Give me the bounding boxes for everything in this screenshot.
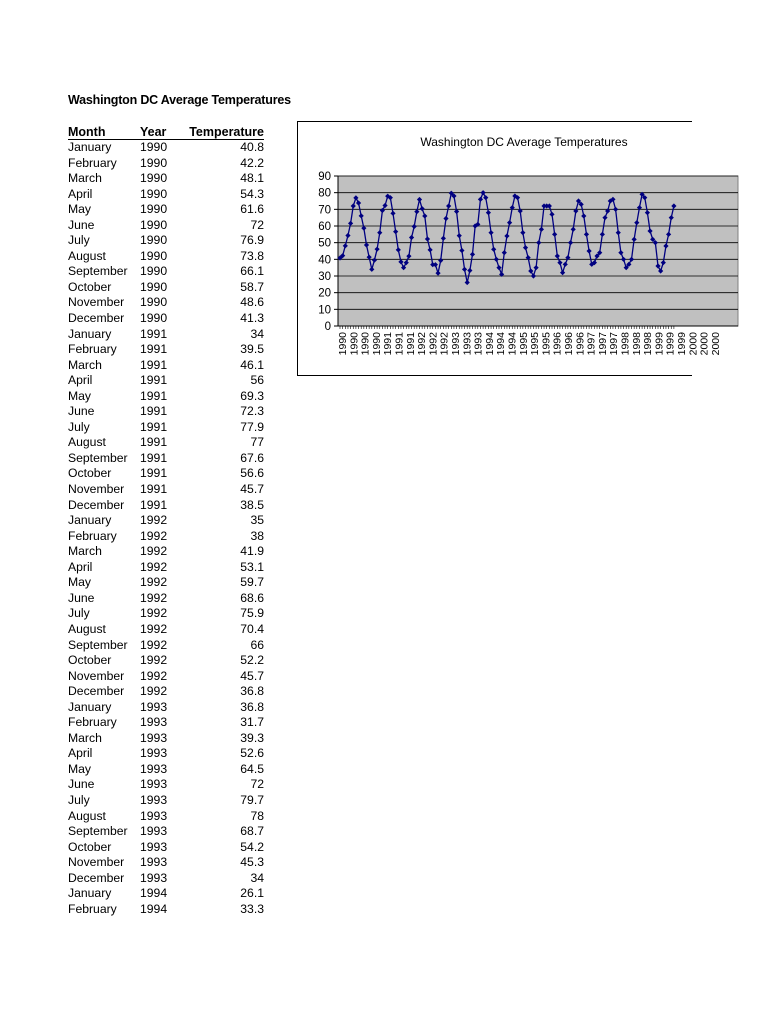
y-tick-label: 0 [324, 321, 331, 333]
x-tick-label: 1999 [676, 332, 688, 356]
cell-month: April [68, 746, 93, 761]
y-tick-label: 50 [318, 237, 331, 250]
cell-year: 1994 [140, 901, 168, 916]
table-row [68, 513, 264, 529]
cell-year: 1991 [140, 342, 168, 357]
cell-temperature: 38.5 [240, 497, 264, 512]
x-tick-label: 1990 [370, 332, 383, 356]
cell-temperature: 31.7 [240, 715, 264, 730]
cell-year: 1992 [140, 528, 168, 543]
table-row [68, 886, 264, 902]
cell-temperature: 68.6 [240, 590, 264, 605]
cell-temperature: 34 [250, 870, 264, 885]
cell-month: October [68, 466, 112, 481]
cell-month: August [68, 621, 106, 636]
cell-month: May [68, 575, 92, 590]
cell-month: August [68, 435, 106, 450]
cell-year: 1990 [140, 202, 168, 217]
cell-month: July [68, 233, 90, 248]
cell-year: 1990 [140, 217, 168, 232]
x-tick-label: 1997 [608, 332, 621, 356]
cell-temperature: 73.8 [240, 248, 264, 263]
cell-year: 1993 [140, 870, 168, 885]
cell-temperature: 45.7 [240, 482, 264, 497]
cell-temperature: 59.7 [240, 575, 264, 590]
cell-year: 1990 [140, 155, 168, 170]
cell-month: September [68, 637, 128, 652]
cell-month: March [68, 544, 102, 559]
table-row [68, 140, 264, 156]
x-tick-label: 1995 [529, 332, 542, 356]
cell-month: November [68, 482, 125, 497]
cell-month: March [68, 171, 102, 186]
cell-year: 1992 [140, 637, 168, 652]
chart-title: Washington DC Average Temperatures [420, 135, 628, 149]
cell-year: 1991 [140, 388, 168, 403]
x-tick-label: 1994 [483, 332, 496, 356]
cell-temperature: 72 [250, 217, 264, 232]
table-row [68, 871, 264, 887]
table-row [68, 824, 264, 840]
table-row [68, 373, 264, 389]
cell-year: 1993 [140, 777, 168, 792]
table-row [68, 218, 264, 234]
cell-year: 1993 [140, 761, 168, 776]
cell-month: January [68, 326, 112, 341]
cell-month: November [68, 295, 125, 310]
cell-month: June [68, 590, 95, 605]
cell-month: December [68, 497, 125, 512]
y-tick-label: 30 [318, 271, 331, 283]
x-tick-label: 1991 [382, 332, 395, 356]
x-tick-label: 2000 [698, 332, 711, 356]
table-row [68, 622, 264, 638]
table-row [68, 389, 264, 405]
cell-year: 1991 [140, 435, 168, 450]
temperature-table [68, 123, 264, 917]
table-body [68, 140, 264, 918]
cell-year: 1991 [140, 373, 168, 388]
table-row [68, 700, 264, 716]
x-tick-label: 1997 [596, 332, 609, 356]
cell-year: 1991 [140, 450, 168, 465]
cell-temperature: 45.3 [240, 855, 264, 870]
cell-temperature: 38 [250, 528, 264, 543]
x-tick-label: 1994 [506, 332, 519, 356]
table-row [68, 404, 264, 420]
x-tick-label: 1996 [574, 332, 587, 356]
cell-temperature: 61.6 [240, 202, 264, 217]
x-tick-label: 1995 [540, 332, 553, 356]
cell-month: October [68, 839, 112, 854]
cell-temperature: 64.5 [240, 761, 264, 776]
x-tick-label: 2000 [709, 332, 722, 356]
document-title: Washington DC Average Temperatures [68, 93, 291, 107]
x-tick-label: 1993 [461, 332, 474, 356]
cell-month: June [68, 217, 95, 232]
cell-month: June [68, 777, 95, 792]
cell-month: January [68, 886, 112, 901]
table-row [68, 264, 264, 280]
cell-month: May [68, 202, 92, 217]
cell-year: 1992 [140, 590, 168, 605]
table-row [68, 435, 264, 451]
y-tick-label: 20 [318, 287, 331, 300]
table-row [68, 715, 264, 731]
cell-year: 1990 [140, 171, 168, 186]
cell-temperature: 34 [250, 326, 264, 341]
header-month: Month [68, 123, 140, 140]
cell-year: 1991 [140, 466, 168, 481]
cell-month: November [68, 668, 125, 683]
table-row [68, 280, 264, 296]
x-tick-label: 1993 [472, 332, 485, 356]
cell-year: 1993 [140, 730, 168, 745]
cell-temperature: 66 [250, 637, 264, 652]
table-row [68, 420, 264, 436]
cell-temperature: 46.1 [240, 357, 264, 372]
cell-temperature: 26.1 [240, 886, 264, 901]
cell-year: 1993 [140, 746, 168, 761]
cell-year: 1992 [140, 606, 168, 621]
cell-year: 1992 [140, 559, 168, 574]
cell-year: 1990 [140, 295, 168, 310]
x-tick-label: 1995 [517, 332, 530, 356]
x-tick-label: 1998 [642, 332, 655, 356]
cell-temperature: 36.8 [240, 684, 264, 699]
table-row [68, 327, 264, 343]
cell-temperature: 58.7 [240, 279, 264, 294]
table-row [68, 342, 264, 358]
header-year: Year [140, 123, 174, 140]
cell-temperature: 72.3 [240, 404, 264, 419]
cell-temperature: 56.6 [240, 466, 264, 481]
table-row [68, 684, 264, 700]
cell-year: 1991 [140, 357, 168, 372]
cell-year: 1993 [140, 824, 168, 839]
x-tick-label: 1998 [630, 332, 643, 356]
cell-temperature: 42.2 [240, 155, 264, 170]
cell-month: October [68, 653, 112, 668]
cell-month: December [68, 311, 125, 326]
table-row [68, 311, 264, 327]
x-tick-label: 1999 [653, 332, 666, 356]
x-tick-label: 1990 [348, 332, 361, 356]
y-tick-label: 70 [318, 204, 331, 217]
cell-month: December [68, 684, 125, 699]
table-row [68, 638, 264, 654]
cell-year: 1993 [140, 715, 168, 730]
cell-year: 1990 [140, 264, 168, 279]
y-tick-label: 60 [318, 221, 331, 233]
table-row [68, 544, 264, 560]
cell-temperature: 36.8 [240, 699, 264, 714]
cell-year: 1992 [140, 513, 168, 528]
table-row [68, 591, 264, 607]
cell-temperature: 53.1 [240, 559, 264, 574]
cell-temperature: 77 [250, 435, 264, 450]
x-tick-label: 1994 [495, 332, 508, 356]
cell-year: 1991 [140, 482, 168, 497]
cell-month: July [68, 606, 90, 621]
cell-temperature: 48.1 [240, 171, 264, 186]
cell-year: 1993 [140, 808, 168, 823]
cell-month: February [68, 155, 117, 170]
cell-month: August [68, 248, 106, 263]
cell-year: 1992 [140, 544, 168, 559]
x-tick-label: 1999 [664, 332, 677, 356]
cell-year: 1993 [140, 699, 168, 714]
cell-month: August [68, 808, 106, 823]
table-row [68, 746, 264, 762]
table-row [68, 840, 264, 856]
cell-month: May [68, 761, 92, 776]
cell-month: February [68, 528, 117, 543]
cell-year: 1992 [140, 575, 168, 590]
x-tick-label: 1991 [393, 332, 406, 356]
cell-month: March [68, 357, 102, 372]
cell-year: 1990 [140, 311, 168, 326]
table-row [68, 295, 264, 311]
cell-month: April [68, 559, 93, 574]
cell-month: May [68, 388, 92, 403]
table-row [68, 233, 264, 249]
table-row [68, 498, 264, 514]
cell-year: 1991 [140, 404, 168, 419]
cell-temperature: 45.7 [240, 668, 264, 683]
cell-temperature: 54.3 [240, 186, 264, 201]
cell-month: July [68, 792, 90, 807]
cell-temperature: 52.2 [240, 653, 264, 668]
cell-temperature: 68.7 [240, 824, 264, 839]
table-row [68, 809, 264, 825]
x-tick-label: 1992 [427, 332, 440, 356]
cell-year: 1990 [140, 140, 168, 154]
table-row [68, 171, 264, 187]
x-tick-label: 1992 [438, 332, 451, 356]
table-row [68, 560, 264, 576]
cell-year: 1991 [140, 497, 168, 512]
cell-month: September [68, 824, 128, 839]
table-row [68, 529, 264, 545]
cell-temperature: 78 [250, 808, 264, 823]
cell-year: 1990 [140, 279, 168, 294]
table-row [68, 482, 264, 498]
cell-month: February [68, 342, 117, 357]
cell-temperature: 66.1 [240, 264, 264, 279]
table-row [68, 669, 264, 685]
y-tick-label: 10 [318, 304, 331, 317]
cell-year: 1994 [140, 886, 168, 901]
x-tick-label: 1996 [563, 332, 575, 356]
cell-year: 1990 [140, 186, 168, 201]
cell-month: December [68, 870, 125, 885]
table-row [68, 451, 264, 467]
cell-year: 1992 [140, 653, 168, 668]
cell-year: 1990 [140, 233, 168, 248]
x-tick-label: 1992 [416, 332, 429, 356]
cell-temperature: 48.6 [240, 295, 264, 310]
cell-temperature: 54.2 [240, 839, 264, 854]
table-row [68, 202, 264, 218]
cell-year: 1992 [140, 621, 168, 636]
table-row [68, 902, 264, 918]
table-row [68, 187, 264, 203]
cell-temperature: 35 [250, 513, 264, 528]
table-row [68, 793, 264, 809]
table-row [68, 249, 264, 265]
table-row [68, 156, 264, 172]
cell-month: January [68, 699, 112, 714]
cell-month: October [68, 279, 112, 294]
cell-temperature: 77.9 [240, 419, 264, 434]
cell-month: January [68, 513, 112, 528]
table-row [68, 731, 264, 747]
table-row [68, 358, 264, 374]
x-tick-label: 1996 [551, 332, 564, 356]
cell-temperature: 69.3 [240, 388, 264, 403]
x-tick-label: 1997 [585, 332, 598, 356]
table-row [68, 606, 264, 622]
x-tick-label: 2000 [687, 332, 700, 356]
cell-temperature: 39.5 [240, 342, 264, 357]
table-row [68, 777, 264, 793]
chart-svg [298, 122, 722, 377]
cell-month: February [68, 901, 117, 916]
cell-year: 1993 [140, 855, 168, 870]
temperature-chart [297, 121, 722, 376]
cell-temperature: 39.3 [240, 730, 264, 745]
cell-year: 1990 [140, 248, 168, 263]
cell-temperature: 40.8 [240, 140, 264, 154]
cell-month: June [68, 404, 95, 419]
cell-month: February [68, 715, 117, 730]
cell-temperature: 33.3 [240, 901, 264, 916]
cell-temperature: 72 [250, 777, 264, 792]
y-tick-label: 40 [318, 254, 331, 267]
y-tick-label: 80 [318, 187, 331, 200]
cell-month: April [68, 186, 93, 201]
cell-year: 1992 [140, 668, 168, 683]
x-tick-label: 1990 [359, 332, 372, 356]
cell-temperature: 79.7 [240, 792, 264, 807]
cell-year: 1991 [140, 326, 168, 341]
table-row [68, 575, 264, 591]
table-row [68, 466, 264, 482]
cell-temperature: 56 [250, 373, 264, 388]
cell-year: 1993 [140, 839, 168, 854]
cell-temperature: 41.3 [240, 311, 264, 326]
x-tick-label: 1990 [337, 332, 349, 356]
table-row [68, 855, 264, 871]
cell-temperature: 41.9 [240, 544, 264, 559]
cell-month: November [68, 855, 125, 870]
cell-month: September [68, 450, 128, 465]
cell-month: September [68, 264, 128, 279]
x-tick-label: 1993 [450, 332, 462, 356]
table-row [68, 653, 264, 669]
cell-temperature: 75.9 [240, 606, 264, 621]
y-tick-label: 90 [318, 171, 331, 183]
cell-month: July [68, 419, 90, 434]
header-temperature: Temperature [174, 123, 264, 140]
cell-year: 1991 [140, 419, 168, 434]
table-header-row [68, 123, 264, 140]
cell-temperature: 52.6 [240, 746, 264, 761]
cell-year: 1993 [140, 792, 168, 807]
cell-month: January [68, 140, 112, 154]
table-row [68, 762, 264, 778]
cell-month: April [68, 373, 93, 388]
cell-temperature: 67.6 [240, 450, 264, 465]
x-tick-label: 1991 [404, 332, 417, 356]
cell-temperature: 70.4 [240, 621, 264, 636]
cell-year: 1992 [140, 684, 168, 699]
x-tick-label: 1998 [619, 332, 632, 356]
cell-temperature: 76.9 [240, 233, 264, 248]
cell-month: March [68, 730, 102, 745]
